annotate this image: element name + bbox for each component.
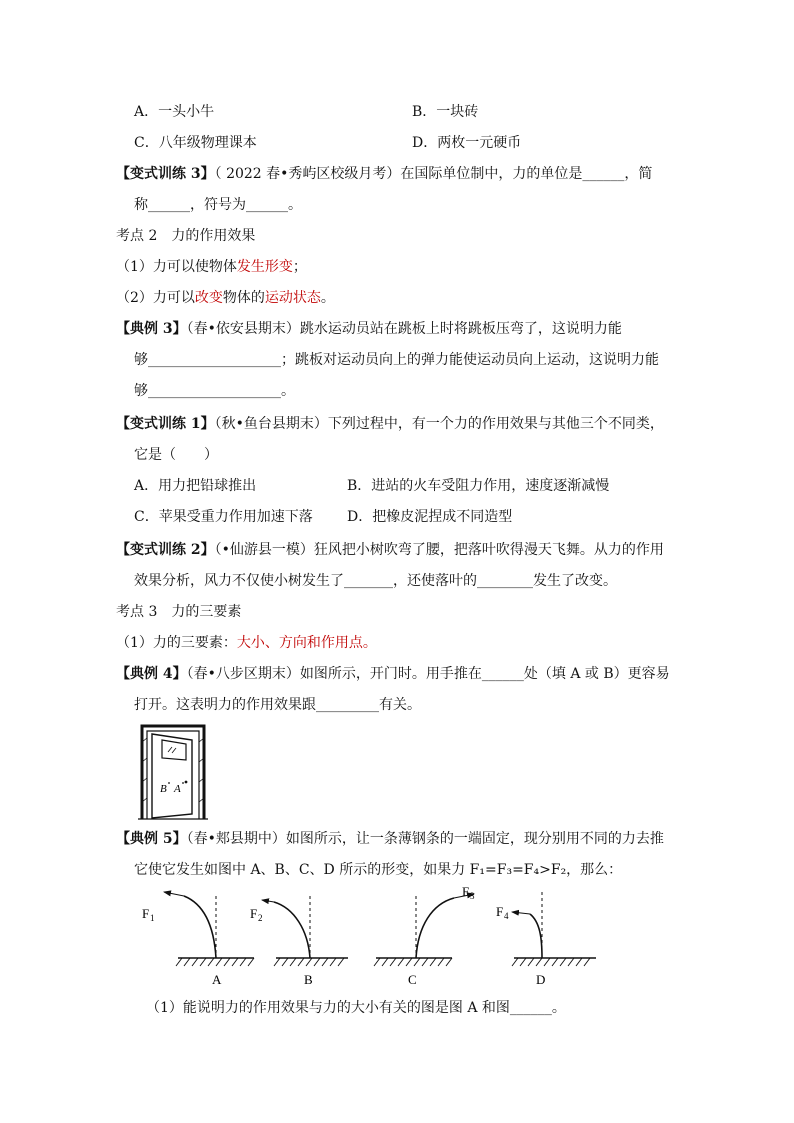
kp3-title: 考点 3 力的三要素 [116, 604, 242, 620]
panel-c [374, 886, 475, 987]
strip-b [274, 902, 310, 958]
kp2-item2-punct: 。 [320, 290, 335, 306]
variant1-line2: 它是（ ） [134, 447, 218, 463]
force-label-a: F [142, 906, 150, 921]
strip-c [416, 898, 454, 958]
variant3-line2: 称______，符号为______。 [134, 197, 302, 213]
variant2-tag: 【变式训练 2】 [116, 542, 215, 558]
strip-a [184, 896, 216, 958]
example5-line1: （春•郏县期中）如图所示，让一条薄钢条的一端固定，现分别用不同的力去推 [186, 831, 664, 847]
variant1-option-a: A．用力把铅球推出 [134, 478, 257, 494]
force-sub-d: 4 [504, 911, 509, 921]
example4-question [116, 664, 670, 684]
force-label-b: F [250, 906, 258, 921]
door-figure [138, 722, 208, 820]
door-label-a: A [174, 783, 181, 795]
variant3-tag: 【变式训练 3】 [116, 166, 215, 182]
force-label-c: F [462, 886, 470, 899]
option-a: A．一头小牛 [134, 104, 215, 120]
kp2-item1-punct: ； [292, 259, 307, 275]
kp2-item1-text: （1）力可以使物体 [116, 259, 237, 275]
example4-line2: 打开。这表明力的作用效果跟_________有关。 [134, 697, 421, 713]
example5-tag: 【典例 5】 [116, 831, 187, 847]
kp3-item1-highlight: 大小、方向和作用点。 [236, 635, 377, 651]
steel-strip-figure [128, 886, 608, 990]
kp2-item2-highlight2: 运动状态 [264, 290, 321, 306]
variant1-option-c: C．苹果受重力作用加速下落 [134, 509, 313, 525]
panel-a [142, 892, 254, 987]
variant1-option-b: B．进站的火车受阻力作用，速度逐渐减慢 [347, 478, 610, 494]
variant1-option-d: D．把橡皮泥捏成不同造型 [347, 509, 513, 525]
panel-b [250, 896, 348, 987]
kp3-item1 [116, 633, 377, 653]
example5-question [116, 829, 664, 849]
option-b: B．一块砖 [412, 104, 479, 120]
example5-line2: 它使它发生如图中 A、B、C、D 所示的形变，如果力 F₁=F₃=F₄>F₂，那么： [134, 862, 623, 878]
force-arrow-a [164, 892, 184, 896]
kp2-item2-text: （2）力可以 [116, 290, 195, 306]
panel-label-a: A [212, 972, 222, 987]
force-sub-a: 1 [150, 913, 155, 923]
example3-line3: 够___________________。 [134, 383, 295, 399]
example3-question [116, 319, 622, 339]
variant2-line1: （•仙游县一模）狂风把小树吹弯了腰，把落叶吹得漫天飞舞。从力的作用 [214, 542, 664, 558]
kp2-title: 考点 2 力的作用效果 [116, 228, 256, 244]
kp3-item1-text: （1）力的三要素： [116, 635, 237, 651]
panel-label-d: D [536, 972, 546, 987]
variant1-line1: （秋•鱼台县期末）下列过程中，有一个力的作用效果与其他三个不同类， [214, 416, 664, 432]
kp2-item2-mid: 物体的 [222, 290, 265, 306]
variant2-question [116, 540, 664, 560]
force-sub-c: 3 [470, 891, 475, 901]
force-arrow-b [262, 900, 274, 902]
kp2-item1-highlight: 发生形变 [236, 259, 293, 275]
variant3-line1: （ 2022 春•秀屿区校级月考）在国际单位制中，力的单位是______，简 [214, 166, 653, 182]
variant3-question [116, 164, 652, 184]
panel-label-c: C [408, 972, 417, 987]
option-d: D．两枚一元硬币 [412, 135, 522, 151]
force-label-d: F [496, 904, 504, 919]
example3-line1: （春•依安县期末）跳水运动员站在跳板上时将跳板压弯了，这说明力能 [186, 321, 622, 337]
option-c: C．八年级物理课本 [134, 135, 257, 151]
force-sub-b: 2 [258, 913, 263, 923]
kp2-item2 [116, 288, 335, 308]
variant1-question [116, 414, 664, 434]
example4-tag: 【典例 4】 [116, 666, 187, 682]
force-arrow-d [512, 912, 530, 914]
door-handle [185, 781, 188, 784]
example5-question1: （1）能说明力的作用效果与力的大小有关的图是图 A 和图______。 [146, 1000, 566, 1016]
example3-line2: 够___________________；跳板对运动员向上的弹力能使运动员向上运动，这说明力能 [134, 352, 659, 368]
variant2-line2: 效果分析，风力不仅使小树发生了_______，还使落叶的________发生了改变。 [134, 573, 617, 589]
panel-d [496, 892, 596, 987]
strip-d [530, 914, 542, 958]
variant1-tag: 【变式训练 1】 [116, 416, 215, 432]
door-label-b: B [160, 783, 167, 795]
example4-line1: （春•八步区期末）如图所示，开门时。用手推在______处（填 A 或 B）更容易 [186, 666, 670, 682]
example3-tag: 【典例 3】 [116, 321, 187, 337]
kp2-item2-highlight1: 改变 [194, 290, 223, 306]
panel-label-b: B [304, 972, 313, 987]
kp2-item1 [116, 257, 307, 277]
